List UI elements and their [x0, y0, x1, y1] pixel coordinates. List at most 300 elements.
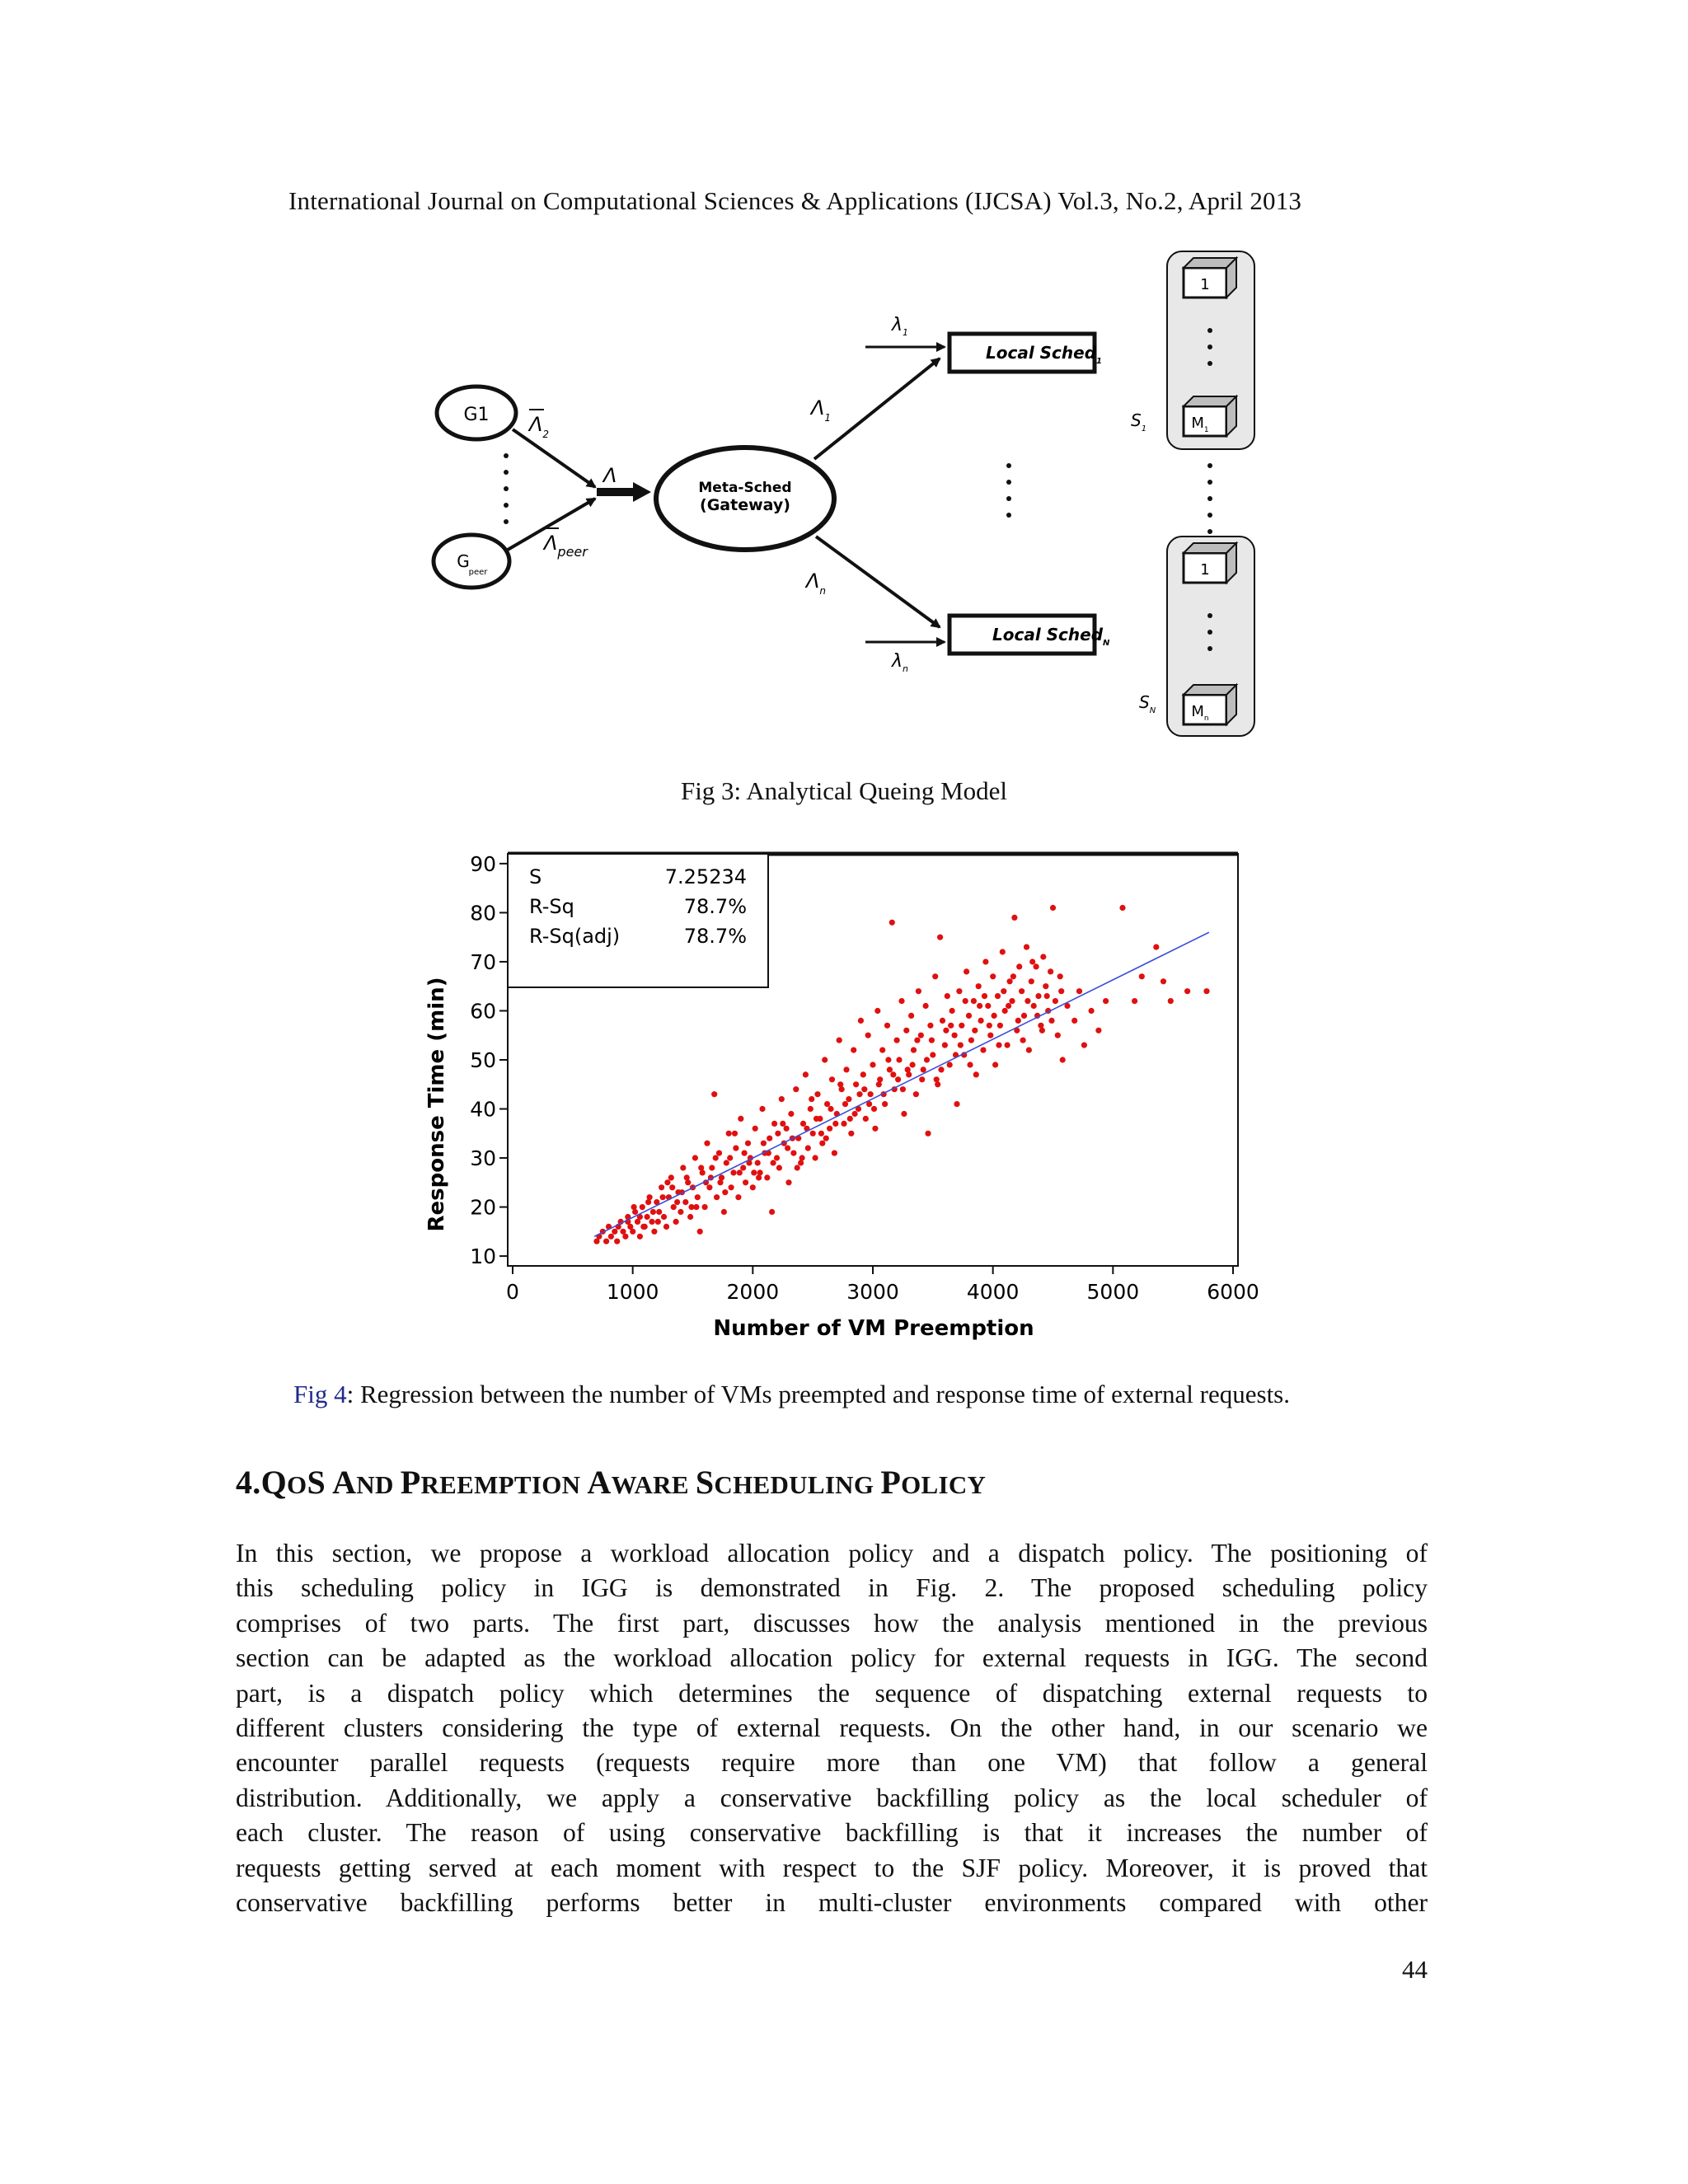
data-point: [603, 1239, 609, 1244]
svg-text:G: [457, 551, 470, 571]
x-tick-label: 0: [506, 1280, 519, 1304]
data-point: [1025, 998, 1030, 1004]
stats-box: [508, 854, 768, 987]
data-point: [977, 1003, 982, 1009]
data-point: [1048, 1018, 1054, 1024]
svg-text:Λn: [804, 569, 826, 597]
svg-text:Λ1: [809, 396, 831, 424]
data-point: [790, 1151, 796, 1156]
data-point: [645, 1199, 651, 1205]
data-point: [913, 1091, 919, 1097]
paragraph-line: conservative backfilling performs better in multi-cluster environments compared with other: [236, 1888, 1428, 1918]
data-point: [971, 998, 977, 1004]
figure-4-caption-text: : Regression between the number of VMs preempted and response time of external requests.: [346, 1380, 1290, 1408]
meta-sched-label: Meta-Sched: [698, 480, 792, 496]
data-point: [795, 1165, 800, 1170]
local-sched-ellipsis: [1006, 463, 1011, 518]
data-point: [997, 1023, 1003, 1029]
data-point: [870, 1062, 875, 1067]
data-point: [842, 1101, 848, 1107]
data-point: [697, 1229, 703, 1235]
data-point: [889, 920, 895, 926]
data-point: [1048, 968, 1053, 974]
heading-cap: A: [332, 1464, 357, 1501]
data-point: [868, 1091, 874, 1097]
data-point: [832, 1121, 838, 1127]
data-point: [756, 1174, 762, 1180]
big-lambda-peer-symbol: Λ: [544, 532, 558, 555]
x-tick-label: 2000: [726, 1280, 780, 1304]
data-point: [810, 1131, 816, 1137]
data-point: [1060, 1057, 1066, 1062]
section-body-paragraph: [236, 1536, 1428, 1920]
data-point: [1203, 988, 1209, 994]
heading-cap: Q: [260, 1464, 288, 1501]
data-point: [865, 1033, 871, 1038]
data-point: [918, 1033, 924, 1038]
data-point: [914, 1038, 920, 1043]
data-point: [929, 1038, 935, 1043]
data-point: [894, 1038, 900, 1043]
data-point: [733, 1146, 738, 1151]
data-point: [905, 1066, 911, 1072]
data-point: [688, 1204, 694, 1210]
data-point: [1039, 1028, 1045, 1033]
data-point: [788, 1111, 794, 1117]
gateway-gpeer-label: G: [457, 551, 470, 571]
data-point: [987, 1033, 993, 1038]
data-point: [846, 1096, 851, 1102]
figure-4-caption: [293, 1380, 1290, 1409]
data-point: [935, 1081, 940, 1087]
heading-cap: S: [695, 1464, 715, 1501]
data-point: [942, 1043, 948, 1048]
data-point: [824, 1101, 830, 1107]
data-point: [950, 1008, 955, 1014]
data-point: [655, 1219, 661, 1225]
y-tick-label: 60: [470, 999, 496, 1024]
cluster-n: [1139, 537, 1254, 736]
paragraph-line: section can be adapted as the workload allocation policy for external requests in IGG. The second: [236, 1643, 1428, 1673]
page-number: 44: [1402, 1955, 1428, 1984]
cluster-n-top-machine: 1: [1200, 561, 1210, 579]
data-point: [656, 1209, 662, 1215]
data-point: [678, 1209, 683, 1215]
paragraph-line: this scheduling policy in IGG is demonstrated in Fig. 2. The proposed scheduling policy: [236, 1573, 1428, 1603]
data-point: [695, 1194, 701, 1200]
data-point: [1035, 993, 1041, 999]
data-point: [650, 1209, 656, 1215]
y-tick-label: 20: [470, 1195, 496, 1220]
svg-text:S1: [1131, 410, 1146, 434]
data-point: [775, 1131, 781, 1137]
data-point: [919, 1076, 925, 1082]
data-point: [793, 1086, 799, 1092]
data-point: [1153, 944, 1159, 950]
big-lambda-peer-sub: peer: [557, 544, 588, 560]
data-point: [1089, 1008, 1095, 1014]
data-point: [910, 1062, 916, 1067]
data-point: [1055, 1033, 1061, 1038]
big-lambda-n-sub: n: [819, 585, 827, 597]
data-point: [947, 1062, 953, 1067]
data-point: [822, 1057, 828, 1062]
heading-sc: OLICY: [901, 1470, 987, 1499]
site-1-sub: 1: [1141, 424, 1147, 434]
big-lambda-2-sub: 2: [542, 429, 550, 440]
meta-scheduler-node: [656, 448, 834, 550]
data-point: [798, 1160, 804, 1165]
data-point: [640, 1204, 645, 1210]
data-point: [900, 1086, 906, 1092]
local-sched-1-sub: 1: [1096, 357, 1103, 366]
cluster-1: [1131, 251, 1254, 449]
data-point: [967, 1062, 973, 1067]
heading-tail: S: [307, 1464, 333, 1501]
svg-text:SN: [1139, 692, 1156, 715]
data-point: [803, 1071, 809, 1077]
x-axis-label: Number of VM Preemption: [713, 1316, 1034, 1341]
data-point: [769, 1209, 775, 1215]
big-lambda-2-symbol: Λ: [529, 413, 543, 436]
data-point: [668, 1174, 674, 1180]
data-point: [800, 1121, 806, 1127]
data-point: [764, 1174, 770, 1180]
data-point: [943, 1028, 949, 1033]
data-point: [861, 1086, 867, 1092]
data-point: [761, 1141, 767, 1146]
data-point: [692, 1155, 698, 1160]
data-point: [985, 1003, 991, 1009]
data-point: [925, 1131, 931, 1137]
data-point: [1076, 988, 1082, 994]
data-point: [992, 1013, 997, 1019]
data-point: [916, 988, 921, 994]
stat-rsq-adj-value: 78.7%: [683, 925, 747, 948]
data-point: [814, 1116, 819, 1122]
heading-sc: REEMPTION: [420, 1470, 588, 1499]
data-point: [1006, 1003, 1011, 1009]
data-point: [982, 958, 988, 964]
data-point: [1044, 993, 1050, 999]
data-point: [906, 1071, 912, 1077]
data-point: [890, 1071, 896, 1077]
svg-text:Λ2: [528, 413, 549, 440]
data-point: [713, 1155, 719, 1160]
data-point: [959, 1023, 964, 1029]
data-point: [771, 1121, 777, 1127]
data-point: [1029, 958, 1035, 964]
data-point: [992, 1062, 998, 1067]
data-point: [1103, 998, 1109, 1004]
data-point: [896, 1057, 902, 1062]
local-sched-n-label: Local Sched: [992, 625, 1104, 644]
data-point: [745, 1141, 751, 1146]
heading-cap: P: [880, 1464, 902, 1501]
data-point: [671, 1204, 677, 1210]
data-point: [784, 1126, 790, 1132]
data-point: [940, 1018, 945, 1024]
data-point: [1119, 905, 1125, 911]
data-point: [785, 1179, 791, 1185]
data-point: [780, 1121, 785, 1127]
data-point: [709, 1165, 715, 1170]
data-point: [841, 1121, 846, 1127]
data-point: [759, 1106, 765, 1112]
figure-4-link[interactable]: Fig 4: [293, 1380, 347, 1408]
data-point: [661, 1214, 667, 1220]
data-point: [724, 1160, 729, 1165]
data-point: [1019, 988, 1025, 994]
x-tick-label: 3000: [846, 1280, 899, 1304]
data-point: [911, 1047, 917, 1053]
y-tick-label: 40: [470, 1097, 496, 1122]
data-point: [1020, 1038, 1026, 1043]
data-point: [735, 1194, 741, 1200]
data-point: [1081, 1043, 1087, 1048]
data-point: [660, 1194, 666, 1200]
y-tick-label: 80: [470, 901, 496, 926]
data-point: [874, 1008, 880, 1014]
data-point: [828, 1106, 833, 1112]
y-tick-label: 50: [470, 1048, 496, 1072]
data-point: [757, 1169, 763, 1175]
data-point: [776, 1165, 782, 1170]
y-tick-label: 70: [470, 949, 496, 974]
data-point: [687, 1214, 693, 1220]
data-point: [1031, 1003, 1037, 1009]
data-point: [908, 1013, 914, 1019]
local-sched-n-sub: N: [1103, 639, 1110, 648]
heading-sc: O: [287, 1470, 307, 1499]
data-point: [1011, 915, 1017, 921]
paragraph-line: requests getting served at each moment with respect to the SJF policy. Moreover, it is proved that: [236, 1853, 1428, 1882]
section-number: 4.: [236, 1464, 261, 1501]
data-point: [852, 1111, 858, 1117]
data-point: [714, 1194, 720, 1200]
data-point: [727, 1155, 733, 1160]
data-point: [1009, 998, 1015, 1004]
lambda-1-sub: 1: [903, 327, 909, 338]
cluster-1-top-machine: 1: [1200, 276, 1210, 293]
data-point: [923, 1003, 929, 1009]
data-point: [813, 1155, 818, 1160]
data-point: [1043, 983, 1048, 989]
svg-text:λn: [891, 651, 908, 674]
data-point: [704, 1141, 710, 1146]
paragraph-line: comprises of two parts. The first part, discusses how the analysis mentioned in the previous: [236, 1608, 1428, 1638]
data-point: [843, 1066, 849, 1072]
data-point: [937, 935, 943, 940]
data-point: [938, 1066, 944, 1072]
data-point: [932, 973, 938, 979]
data-point: [853, 1081, 859, 1087]
regression-scatter-chart: [420, 841, 1294, 1352]
data-point: [876, 1081, 882, 1087]
local-sched-n: [950, 616, 1110, 654]
data-point: [737, 1169, 743, 1175]
x-tick-label: 4000: [966, 1280, 1020, 1304]
data-point: [945, 993, 950, 999]
data-point: [698, 1165, 704, 1170]
paragraph-line: encounter parallel requests (requests require more than one VM) that follow a general: [236, 1748, 1428, 1778]
data-point: [751, 1169, 757, 1175]
heading-cap: A: [587, 1464, 612, 1501]
data-point: [898, 998, 904, 1004]
data-point: [818, 1131, 824, 1137]
data-point: [637, 1234, 643, 1240]
data-point: [742, 1151, 748, 1156]
data-point: [614, 1239, 620, 1244]
local-sched-1: [950, 334, 1102, 372]
data-point: [856, 1091, 862, 1097]
data-point: [1095, 1028, 1101, 1033]
cluster-1-bottom-machine: M: [1191, 415, 1204, 432]
x-tick-label: 5000: [1086, 1280, 1140, 1304]
data-point: [968, 1038, 974, 1043]
gateway-gpeer-subscript: peer: [468, 568, 488, 577]
data-point: [1000, 949, 1006, 954]
data-point: [1040, 954, 1046, 959]
data-point: [837, 1081, 843, 1087]
data-point: [1005, 1043, 1010, 1048]
queuing-model-diagram: [420, 243, 1278, 750]
svg-text:λ1: [891, 315, 908, 338]
data-point: [684, 1174, 690, 1180]
data-point: [732, 1131, 738, 1137]
data-point: [832, 1151, 837, 1156]
data-point: [954, 1101, 959, 1107]
data-point: [1050, 905, 1056, 911]
big-lambda-1-sub: 1: [824, 412, 832, 424]
data-point: [1002, 1008, 1008, 1014]
data-point: [785, 1146, 790, 1151]
local-sched-1-label: Local Sched: [986, 343, 1097, 363]
data-point: [767, 1136, 772, 1141]
heading-cap: P: [400, 1464, 421, 1501]
data-point: [972, 1028, 978, 1033]
data-point: [887, 1066, 893, 1072]
svg-text:Λpeer: [542, 532, 588, 560]
data-point: [649, 1219, 654, 1225]
paragraph-line: part, is a dispatch policy which determines the sequence of dispatching external requests to: [236, 1678, 1428, 1708]
data-point: [814, 1091, 820, 1097]
data-point: [966, 1013, 972, 1019]
stat-rsq-label: R-Sq: [529, 895, 574, 918]
data-point: [819, 1141, 825, 1146]
data-point: [702, 1204, 708, 1210]
site-1-label: S: [1131, 410, 1142, 430]
data-point: [1010, 973, 1016, 979]
data-point: [608, 1234, 614, 1240]
heading-sc: ND: [356, 1470, 401, 1499]
data-point: [895, 1076, 901, 1082]
data-point: [631, 1204, 637, 1210]
data-point: [921, 1066, 926, 1072]
data-point: [851, 1047, 856, 1053]
data-point: [659, 1184, 664, 1190]
data-point: [753, 1126, 758, 1132]
data-point: [1029, 978, 1034, 984]
data-point: [948, 1023, 954, 1029]
site-n-sub: N: [1149, 706, 1156, 715]
data-point: [956, 988, 962, 994]
data-point: [664, 1179, 670, 1185]
stat-s-label: S: [529, 865, 542, 888]
data-point: [808, 1106, 814, 1112]
data-point: [1024, 944, 1029, 950]
lambda-n-sub: n: [903, 663, 909, 674]
data-point: [995, 993, 1001, 999]
svg-text:Local SchedN: [992, 625, 1110, 648]
data-point: [674, 1199, 680, 1205]
gateway-ellipsis: [504, 453, 509, 524]
data-point: [958, 1043, 964, 1048]
data-point: [930, 1052, 935, 1057]
data-point: [964, 968, 969, 974]
data-point: [847, 1116, 853, 1122]
cluster-n-bottom-machine-sub: n: [1203, 715, 1209, 723]
cluster-ellipsis: [1207, 463, 1212, 534]
heading-sc: WARE: [611, 1470, 696, 1499]
heading-sc: CHEDULING: [714, 1470, 881, 1499]
data-point: [1034, 963, 1039, 969]
gateway-g1: [437, 387, 516, 439]
data-point: [882, 1101, 888, 1107]
data-point: [877, 1076, 883, 1082]
data-point: [976, 983, 982, 989]
data-point: [682, 1199, 688, 1205]
data-point: [978, 1018, 984, 1024]
data-point: [884, 1023, 890, 1029]
data-point: [934, 1076, 940, 1082]
data-point: [901, 1111, 907, 1117]
data-point: [680, 1165, 686, 1170]
data-point: [823, 1136, 829, 1141]
data-point: [871, 1106, 877, 1112]
data-point: [663, 1224, 669, 1230]
data-point: [1139, 973, 1145, 979]
data-point: [1015, 1018, 1021, 1024]
section-heading: [236, 1463, 986, 1502]
data-point: [673, 1219, 679, 1225]
data-point: [809, 1096, 814, 1102]
data-point: [651, 1229, 657, 1235]
data-point: [1021, 1013, 1027, 1019]
data-point: [848, 1131, 854, 1137]
paragraph-line: distribution. Additionally, we apply a conservative backfilling policy as the local scheduler of: [236, 1783, 1428, 1812]
data-point: [630, 1229, 635, 1235]
big-lambda-1-symbol: Λ: [811, 396, 825, 419]
data-point: [872, 1126, 878, 1132]
data-point: [863, 1116, 869, 1122]
data-point: [963, 998, 968, 1004]
data-point: [721, 1209, 727, 1215]
data-point: [612, 1229, 617, 1235]
figure-3-caption: Fig 3: Analytical Queing Model: [680, 776, 1008, 805]
data-point: [729, 1184, 734, 1190]
lambda-n-symbol: λ: [892, 651, 903, 672]
paragraph-line: In this section, we propose a workload allocation policy and a dispatch policy. The positioning of: [236, 1539, 1428, 1568]
data-point: [738, 1116, 743, 1122]
data-point: [982, 993, 987, 999]
data-point: [706, 1184, 712, 1190]
gateway-g1-label: G1: [463, 405, 490, 425]
data-point: [755, 1160, 761, 1165]
data-point: [722, 1189, 728, 1195]
total-lambda-symbol: Λ: [603, 464, 617, 487]
data-point: [927, 1023, 933, 1029]
